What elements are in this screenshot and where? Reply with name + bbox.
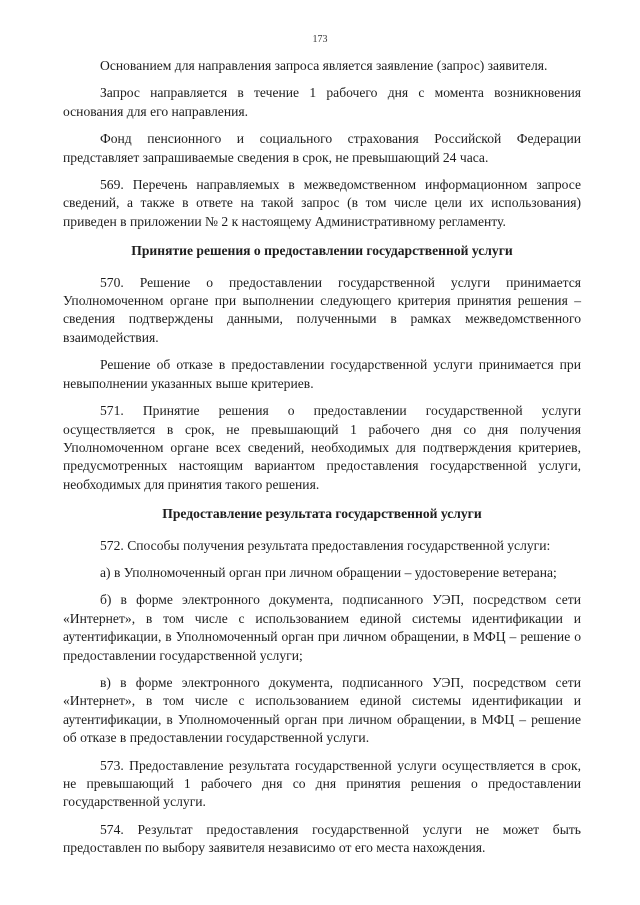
list-item: в) в форме электронного документа, подписанного УЭП, посредством сети «Интернет», в том числе с использованием единой системы идентификации и аутентификации, в Уполномоченный орган при личном обращении, в МФЦ – решение об отказе в предоставлении государственной услуги. <box>63 674 581 746</box>
list-item: а) в Уполномоченный орган при личном обращении – удостоверение ветерана; <box>100 564 557 580</box>
page-number: 173 <box>312 34 328 45</box>
list-item: б) в форме электронного документа, подписанного УЭП, посредством сети «Интернет», в том числе с использованием единой системы идентификации и аутентификации, в Уполномоченный орган при личном обращении, в МФЦ – решение о предоставлении государственной услуги; <box>63 592 581 663</box>
paragraph: 570. Решение о предоставлении государственной услуги принимается Уполномоченном органе при выполнении следующего критерия принятия решения – сведения подтверждены данными, полученными в рамках межведомственного взаимодействия. <box>63 274 581 345</box>
section-heading: Предоставление результата государственной услуги <box>162 506 482 522</box>
section-heading: Принятие решения о предоставлении государственной услуги <box>131 243 513 259</box>
paragraph: 572. Способы получения результата предоставления государственной услуги: <box>100 537 551 553</box>
paragraph: 574. Результат предоставления государственной услуги не может быть предоставлен по выбору заявителя независимо от его места нахождения. <box>63 821 581 856</box>
paragraph: Фонд пенсионного и социального страхования Российской Федерации представляет запрашиваемые сведения в срок, не превышающий 24 часа. <box>63 131 581 165</box>
document-body <box>63 57 581 867</box>
paragraph: 571. Принятие решения о предоставлении государственной услуги осуществляется в срок, не превышающий 1 рабочего дня со дня получения Уполномоченном органе всех сведений, необходимых для подтверждения критериев, предусмотренных настоящим вариантом предоставления государственной услуги, необходимых для принятия такого решения. <box>63 403 581 492</box>
paragraph: Запрос направляется в течение 1 рабочего дня с момента возникновения основания для его направления. <box>63 85 581 119</box>
paragraph: 569. Перечень направляемых в межведомственном информационном запросе сведений, а также в ответе на такой запрос (в том числе цели их использования) приведен в приложении № 2 к настоящему Административному регламенту. <box>63 177 581 229</box>
paragraph: Решение об отказе в предоставлении государственной услуги принимается при невыполнении указанных выше критериев. <box>63 357 581 391</box>
paragraph: 573. Предоставление результата государственной услуги осуществляется в срок, не превышающий 1 рабочего дня со дня принятия решения о предоставлении государственной услуги. <box>63 757 581 810</box>
paragraph: Основанием для направления запроса является заявление (запрос) заявителя. <box>100 58 548 73</box>
